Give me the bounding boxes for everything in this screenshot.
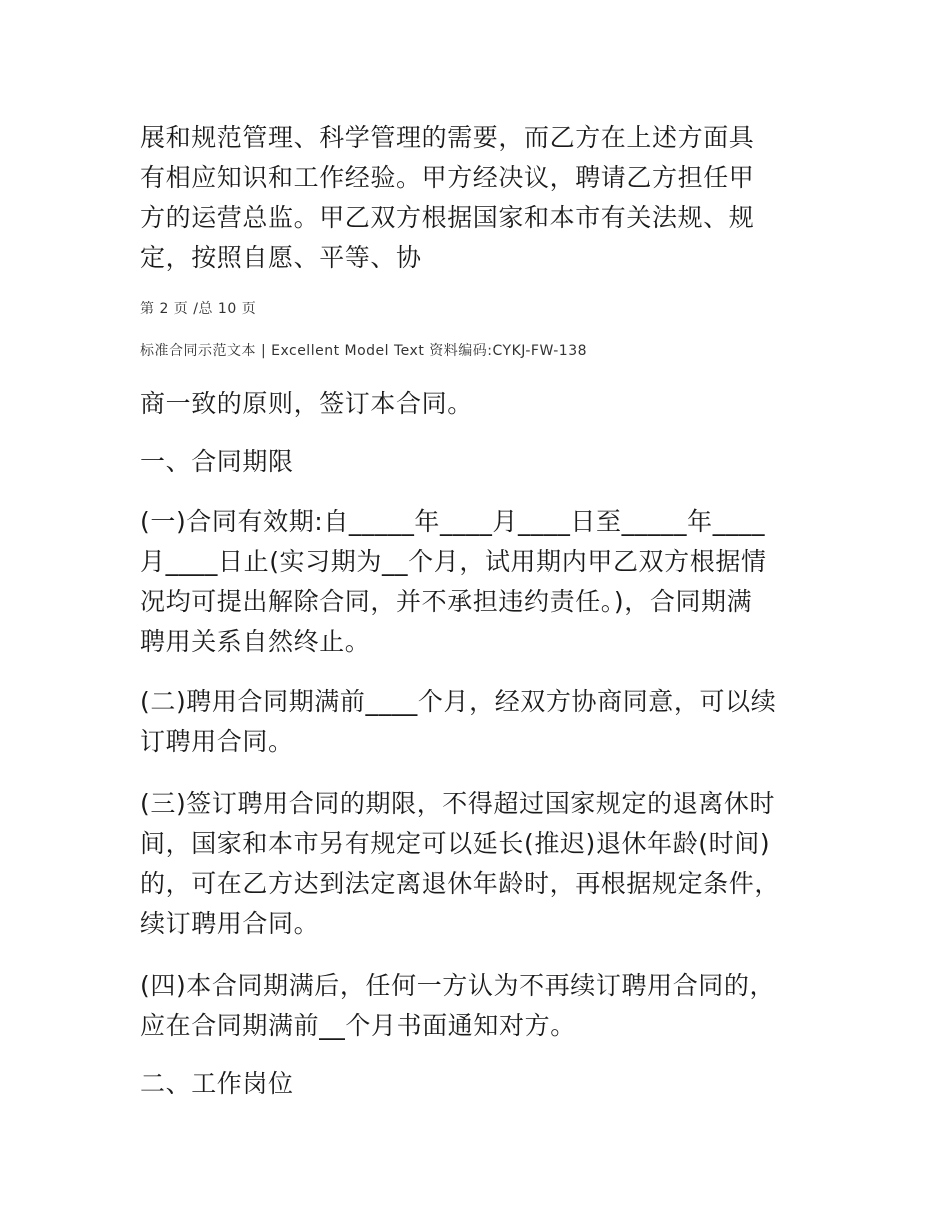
text-line: 展和规范管理、科学管理的需要，而乙方在上述方面具 xyxy=(140,123,755,152)
text-line: 方的运营总监。甲乙双方根据国家和本市有关法规、规 xyxy=(140,203,755,232)
text-line: (一)合同有效期:自_____年____月____日至_____年____ xyxy=(140,507,766,536)
text-line: 定，按照自愿、平等、协 xyxy=(140,243,422,272)
text-line: 间，国家和本市另有规定可以延长(推迟)退休年龄(时间) xyxy=(140,829,771,858)
document-header: 标准合同示范文本 | Excellent Model Text 资料编码:CYKJ-FW-138 xyxy=(140,343,588,359)
page-number-footer: 第 2 页 /总 10 页 xyxy=(140,301,257,317)
text-line: 应在合同期满前__个月书面通知对方。 xyxy=(140,1011,576,1040)
text-line: 聘用关系自然终止。 xyxy=(140,627,371,656)
text-line: 况均可提出解除合同，并不承担违约责任。)，合同期满 xyxy=(140,587,753,616)
text-line: 续订聘用合同。 xyxy=(140,909,320,938)
text-line: 订聘用合同。 xyxy=(140,727,294,756)
text-line: 有相应知识和工作经验。甲方经决议，聘请乙方担任甲 xyxy=(140,163,755,192)
text-line: (四)本合同期满后，任何一方认为不再续订聘用合同的， xyxy=(140,971,776,1000)
text-line: 月____日止(实习期为__个月，试用期内甲乙双方根据情 xyxy=(140,547,767,576)
text-line: 的，可在乙方达到法定离退休年龄时，再根据规定条件， xyxy=(140,869,781,898)
section-title-position: 二、工作岗位 xyxy=(140,1069,294,1098)
continuation-line: 商一致的原则，签订本合同。 xyxy=(140,389,473,418)
section-title-term: 一、合同期限 xyxy=(140,447,294,476)
text-line: (二)聘用合同期满前____个月，经双方协商同意，可以续 xyxy=(140,687,777,716)
text-line: (三)签订聘用合同的期限，不得超过国家规定的退离休时 xyxy=(140,789,776,818)
